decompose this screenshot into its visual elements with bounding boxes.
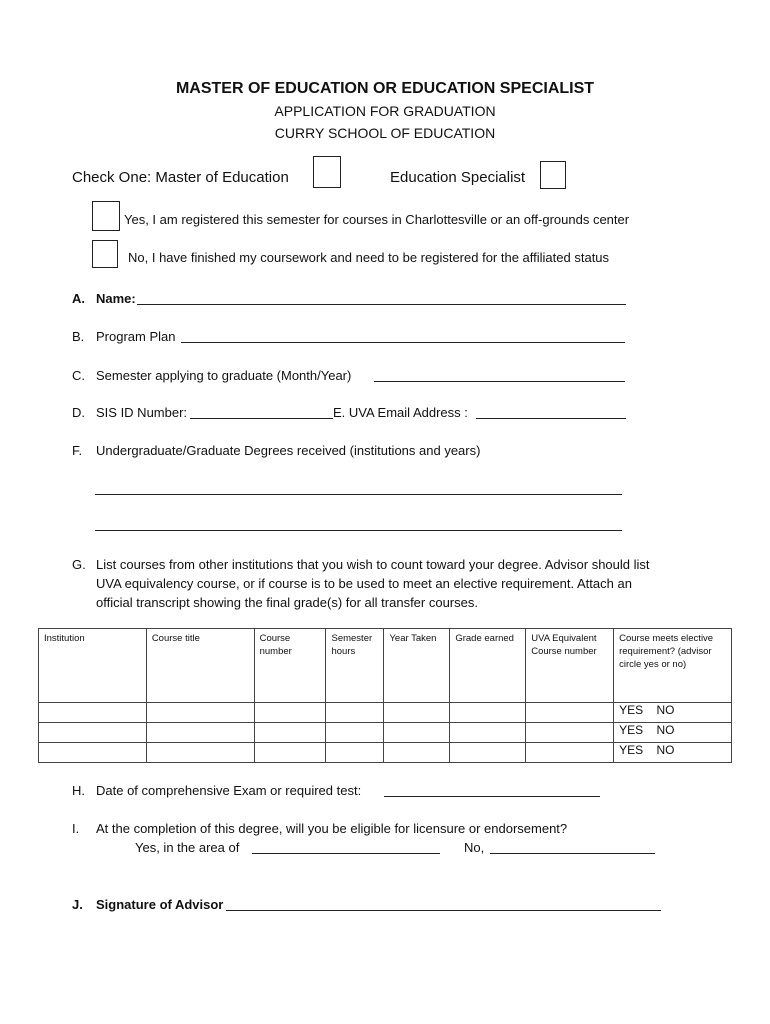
registered-no-checkbox[interactable] — [92, 240, 118, 268]
semester-input-line[interactable] — [374, 381, 625, 382]
degrees-label: Undergraduate/Graduate Degrees received (institutions and years) — [96, 443, 481, 458]
courses-instructions-line2: UVA equivalency course, or if course is to be used to meet an elective requirement. Attach an — [96, 576, 632, 591]
header-year-taken: Year Taken — [384, 629, 450, 703]
elective-yes-no-cell[interactable] — [614, 703, 732, 723]
yes-option[interactable]: YES — [619, 743, 644, 757]
uva-email-label: E. UVA Email Address : — [333, 405, 468, 420]
header-semester-hours: Semester hours — [326, 629, 384, 703]
field-b-letter: B. — [72, 329, 85, 344]
program-plan-input-line[interactable] — [181, 342, 625, 343]
field-h-letter: H. — [72, 783, 85, 798]
no-option[interactable]: NO — [656, 703, 675, 717]
education-specialist-checkbox[interactable] — [540, 161, 566, 189]
licensure-question: At the completion of this degree, will you be eligible for licensure or endorsement? — [96, 821, 568, 836]
courses-instructions-line3: official transcript showing the final grade(s) for all transfer courses. — [96, 595, 478, 610]
table-row — [39, 723, 732, 743]
year-taken-cell[interactable] — [384, 743, 450, 763]
elective-yes-no-cell[interactable] — [614, 723, 732, 743]
no-option[interactable]: NO — [656, 743, 675, 757]
course-title-cell[interactable] — [146, 743, 254, 763]
licensure-no-label: No, — [464, 840, 485, 855]
education-specialist-label: Education Specialist — [390, 169, 526, 186]
uva-equivalent-cell[interactable] — [526, 743, 614, 763]
program-plan-label: Program Plan — [96, 329, 176, 344]
uva-email-input-line[interactable] — [476, 418, 626, 419]
yes-option[interactable]: YES — [619, 723, 644, 737]
header-elective-requirement: Course meets elective requirement? (advisor circle yes or no) — [614, 629, 732, 703]
licensure-yes-label: Yes, in the area of — [135, 840, 240, 855]
comprehensive-exam-label: Date of comprehensive Exam or required test: — [96, 783, 362, 798]
semester-hours-cell[interactable] — [326, 703, 384, 723]
check-one-row — [72, 169, 289, 186]
table-row — [39, 743, 732, 763]
elective-yes-no-cell[interactable] — [614, 743, 732, 763]
year-taken-cell[interactable] — [384, 703, 450, 723]
semester-hours-cell[interactable] — [326, 743, 384, 763]
grade-earned-cell[interactable] — [450, 743, 526, 763]
field-i-letter: I. — [72, 821, 80, 836]
course-title-cell[interactable] — [146, 703, 254, 723]
header-uva-equivalent: UVA Equivalent Course number — [526, 629, 614, 703]
form-subtitle-school: CURRY SCHOOL OF EDUCATION — [274, 125, 496, 141]
yes-option[interactable]: YES — [619, 703, 644, 717]
advisor-signature-input-line[interactable] — [226, 910, 661, 911]
header-grade-earned: Grade earned — [450, 629, 526, 703]
course-number-cell[interactable] — [254, 723, 326, 743]
institution-cell[interactable] — [39, 723, 147, 743]
transfer-courses-table — [38, 628, 732, 763]
semester-label: Semester applying to graduate (Month/Year) — [96, 368, 352, 383]
table-header-row — [39, 629, 732, 703]
grade-earned-cell[interactable] — [450, 723, 526, 743]
field-a-letter: A. — [72, 291, 85, 306]
grade-earned-cell[interactable] — [450, 703, 526, 723]
name-input-line[interactable] — [137, 304, 626, 305]
institution-cell[interactable] — [39, 743, 147, 763]
course-title-cell[interactable] — [146, 723, 254, 743]
comprehensive-exam-input-line[interactable] — [384, 796, 600, 797]
year-taken-cell[interactable] — [384, 723, 450, 743]
header-institution: Institution — [39, 629, 147, 703]
degrees-input-line-2[interactable] — [95, 530, 622, 531]
licensure-no-input-line[interactable] — [490, 853, 655, 854]
institution-cell[interactable] — [39, 703, 147, 723]
table-row — [39, 703, 732, 723]
field-d-letter: D. — [72, 405, 85, 420]
header-course-number: Course number — [254, 629, 326, 703]
registered-yes-checkbox[interactable] — [92, 201, 120, 231]
course-number-cell[interactable] — [254, 743, 326, 763]
sis-id-label: SIS ID Number: — [96, 405, 188, 420]
form-subtitle-application: APPLICATION FOR GRADUATION — [274, 103, 496, 119]
check-one-label: Check One: — [72, 169, 152, 186]
form-title: MASTER OF EDUCATION OR EDUCATION SPECIALIST — [175, 80, 595, 97]
field-f-letter: F. — [72, 443, 83, 458]
sis-id-input-line[interactable] — [190, 418, 333, 419]
degrees-input-line-1[interactable] — [95, 494, 622, 495]
courses-instructions-line1: List courses from other institutions that you wish to count toward your degree. Advisor should list — [96, 557, 650, 572]
field-c-letter: C. — [72, 368, 85, 383]
field-g-letter: G. — [72, 557, 86, 572]
registered-yes-label: Yes, I am registered this semester for courses in Charlottesville or an off-grounds center — [124, 212, 630, 227]
registered-no-label: No, I have finished my coursework and need to be registered for the affiliated status — [128, 250, 610, 265]
advisor-signature-label: Signature of Advisor — [96, 897, 224, 912]
licensure-area-input-line[interactable] — [252, 853, 440, 854]
course-number-cell[interactable] — [254, 703, 326, 723]
master-of-education-label: Master of Education — [155, 169, 289, 186]
name-label: Name: — [96, 291, 136, 306]
uva-equivalent-cell[interactable] — [526, 703, 614, 723]
no-option[interactable]: NO — [656, 723, 675, 737]
semester-hours-cell[interactable] — [326, 723, 384, 743]
master-of-education-checkbox[interactable] — [313, 156, 341, 188]
field-j-letter: J. — [72, 897, 83, 912]
uva-equivalent-cell[interactable] — [526, 723, 614, 743]
header-course-title: Course title — [146, 629, 254, 703]
